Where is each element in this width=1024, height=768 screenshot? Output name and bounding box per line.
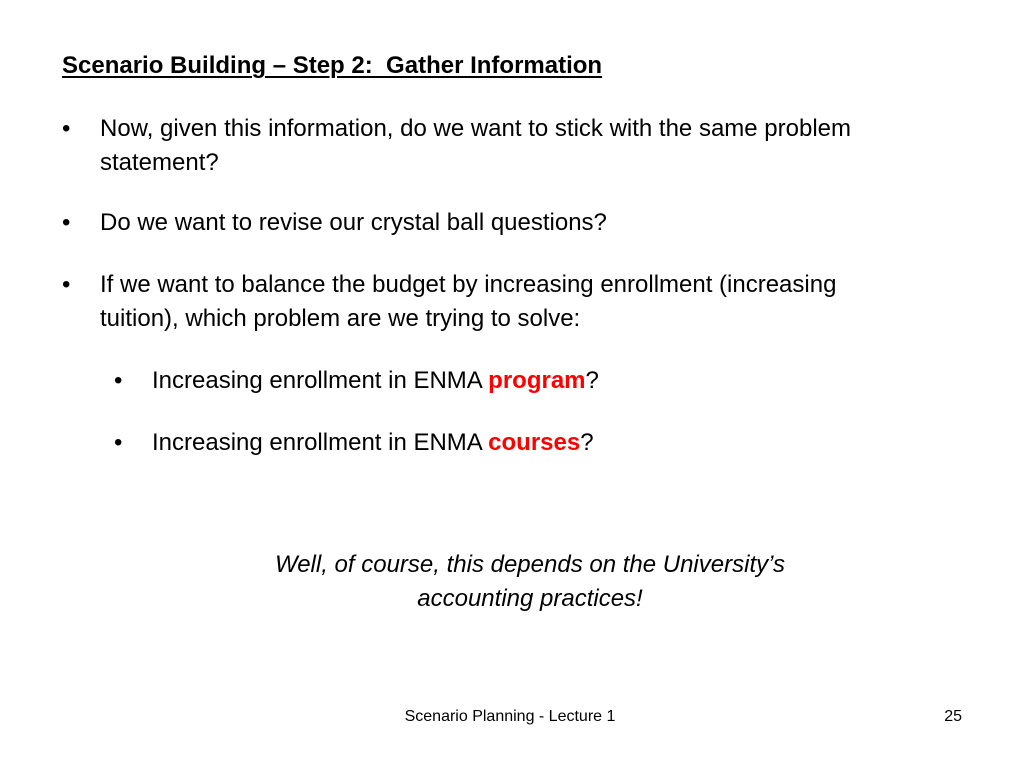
bullet-text: Now, given this information, do we want to stick with the same problem statement?	[100, 115, 852, 176]
bullet-marker: •	[62, 115, 71, 142]
sub-bullet-prefix: Increasing enrollment in ENMA	[152, 367, 489, 394]
italic-quote: Well, of course, this depends on the University’s accounting practices!	[274, 551, 786, 612]
sub-bullet-suffix: ?	[585, 367, 599, 394]
sub-bullet-text	[152, 426, 594, 460]
slide-footer: Scenario Planning - Lecture 1	[404, 708, 616, 725]
sub-bullet-marker: •	[114, 429, 123, 456]
page-number: 25	[944, 708, 962, 725]
bullet-marker: •	[62, 271, 71, 298]
bullet-marker: •	[62, 209, 71, 236]
bullet-text: If we want to balance the budget by increasing enrollment (increasing tuition), which problem are we trying to solve:	[100, 271, 837, 332]
sub-bullet-prefix: Increasing enrollment in ENMA	[152, 429, 489, 456]
sub-bullet-marker: •	[114, 367, 123, 394]
sub-bullet-text	[152, 364, 599, 398]
highlight-courses: courses	[488, 429, 581, 456]
sub-bullet-suffix: ?	[580, 429, 594, 456]
bullet-text: Do we want to revise our crystal ball questions?	[100, 209, 607, 236]
highlight-program: program	[488, 367, 586, 394]
slide-title: Scenario Building – Step 2: Gather Information	[62, 52, 603, 79]
